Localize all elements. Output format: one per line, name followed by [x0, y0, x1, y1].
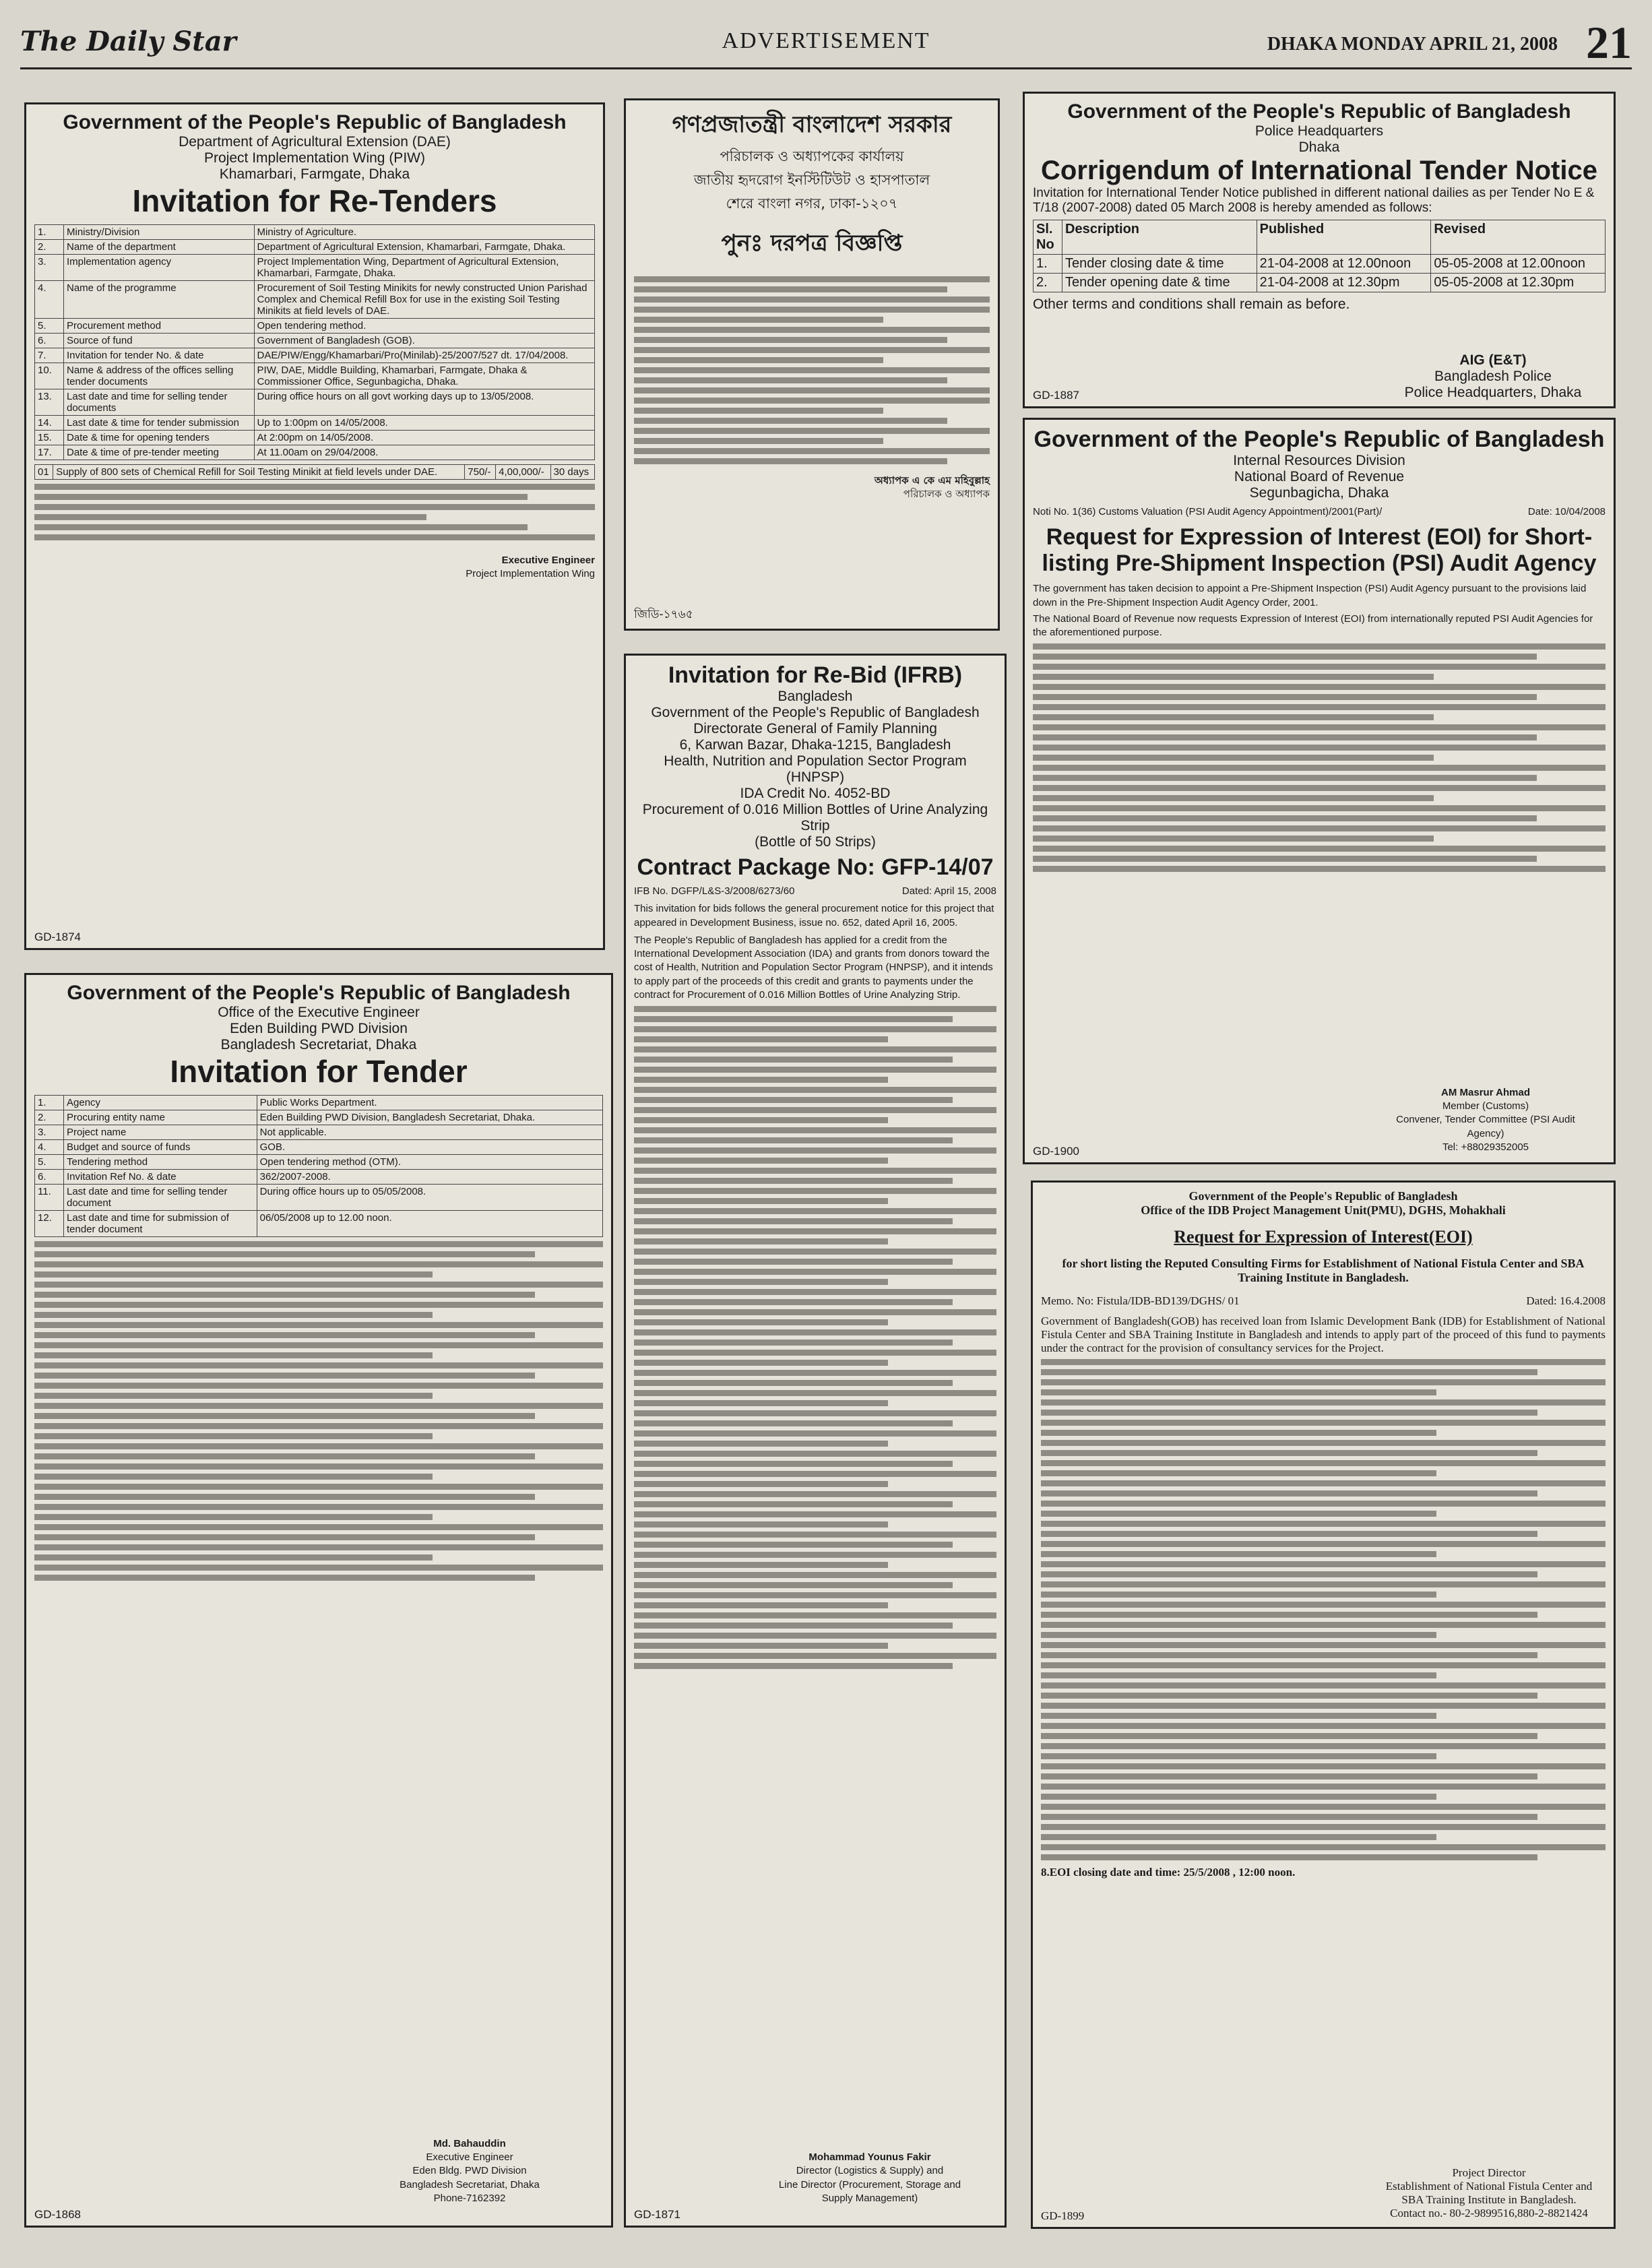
table-row [35, 348, 595, 363]
signatory: Executive Engineer [501, 555, 595, 566]
signatory: অধ্যাপক এ কে এম মহিবুল্লাহ [874, 474, 990, 486]
ad-office: পরিচালক ও অধ্যাপকের কার্যালয় [720, 148, 904, 164]
table-cell: Implementation agency [64, 255, 255, 281]
notification-date: Date: 10/04/2008 [1527, 506, 1606, 517]
table-row [35, 334, 595, 348]
ad-institute: জাতীয় হৃদরোগ ইনস্টিটিউট ও হাসপাতাল [693, 172, 930, 188]
table-row [35, 1110, 603, 1125]
table-cell: 2. [35, 1110, 64, 1125]
table-cell: 7. [35, 348, 64, 363]
corrigendum-table [1033, 220, 1606, 292]
table-cell: 750/- [465, 465, 496, 480]
table-cell: At 11.00am on 29/04/2008. [254, 445, 594, 460]
signatory-office: Police Headquarters, Dhaka [1404, 385, 1582, 400]
table-row [35, 1185, 603, 1211]
table-row [35, 319, 595, 334]
table-cell: 2. [1034, 274, 1062, 292]
table-cell: At 2:00pm on 14/05/2008. [254, 431, 594, 445]
table-cell: Name of the department [64, 240, 255, 255]
table-row [35, 445, 595, 460]
signatory-org: Bangladesh Police [1434, 369, 1552, 384]
ad-procurement: Procurement of 0.016 Million Bottles of Urine Analyzing Strip [642, 802, 988, 833]
table-header: Description [1062, 220, 1257, 255]
ad-title: Invitation for Re-Tenders [132, 183, 497, 218]
table-cell: Procuring entity name [64, 1110, 257, 1125]
signatory-project: Establishment of National Fistula Center and SBA Training Institute in Bangladesh. [1385, 2180, 1593, 2206]
table-cell: PIW, DAE, Middle Building, Khamarbari, Farmgate, Dhaka & Commissioner Office, Segunbagicha, Dhaka. [254, 363, 594, 389]
table-cell: 10. [35, 363, 64, 389]
contract-package: Contract Package No: GFP-14/07 [637, 854, 994, 880]
ad-intro: Invitation for International Tender Notice published in different national dailies as per Tender No E & T/18 (2007-2008) dated 05 March 2008 is hereby amended as follows: [1033, 186, 1595, 215]
table-cell: GOB. [257, 1140, 602, 1155]
table-cell: 30 days [550, 465, 594, 480]
table-cell: Tender closing date & time [1062, 255, 1257, 274]
table-cell: Source of fund [64, 334, 255, 348]
ad-title: Invitation for Re-Bid (IFRB) [668, 662, 963, 688]
table-row [35, 1155, 603, 1170]
ad-address: শেরে বাংলা নগর, ঢাকা-১২০৭ [726, 195, 898, 212]
table-row [35, 389, 595, 416]
table-cell: 362/2007-2008. [257, 1170, 602, 1185]
signatory-title-2: Line Director (Procurement, Storage and Supply Management) [778, 2178, 961, 2204]
table-row [35, 1140, 603, 1155]
table-cell: 15. [35, 431, 64, 445]
table-cell: 21-04-2008 at 12.00noon [1257, 255, 1431, 274]
ad-hq: Police Headquarters [1254, 123, 1384, 139]
table-cell: Project Implementation Wing, Department of Agricultural Extension, Khamarbari, Farmgate, Dhaka. [254, 255, 594, 281]
table-header: Revised [1431, 220, 1606, 255]
table-cell: Agency [64, 1096, 257, 1110]
table-row [35, 281, 595, 319]
table-row [35, 255, 595, 281]
table-row [35, 431, 595, 445]
table-cell: 2. [35, 240, 64, 255]
gd-number: GD-1899 [1041, 2209, 1085, 2222]
ad-address: Bangladesh Secretariat, Dhaka [220, 1037, 417, 1052]
table-cell: Date & time of pre-tender meeting [64, 445, 255, 460]
police-corrigendum-ad [1023, 92, 1616, 408]
ifb-date: Dated: April 15, 2008 [901, 885, 996, 897]
table-cell: Last date & time for tender submission [64, 416, 255, 431]
paragraph: This invitation for bids follows the general procurement notice for this project that appeared in Development Business, issue no. 652, dated April 16, 2005. [634, 903, 994, 928]
table-cell: 11. [35, 1185, 64, 1211]
table-cell: Government of Bangladesh (GOB). [254, 334, 594, 348]
table-cell: Eden Building PWD Division, Bangladesh Secretariat, Dhaka. [257, 1110, 602, 1125]
table-cell: 12. [35, 1211, 64, 1237]
table-cell: 6. [35, 1170, 64, 1185]
paragraph: The government has taken decision to appoint a Pre-Shipment Inspection (PSI) Audit Agency pursuant to the provisions laid down in the Pre-Shipment Inspection Audit Agency Order, 2001. [1033, 583, 1587, 608]
table-cell: Last date and time for submission of tender document [64, 1211, 257, 1237]
table-cell: 3. [35, 1125, 64, 1140]
ad-city: Dhaka [1298, 139, 1340, 155]
table-row [35, 1170, 603, 1185]
ad-purpose: for short listing the Reputed Consulting Firms for Establishment of National Fistula Center and SBA Training Institute in Bangladesh. [1062, 1257, 1585, 1284]
table-row [35, 1096, 603, 1110]
ad-title: Request for Expression of Interest(EOI) [1174, 1227, 1473, 1247]
gd-number: GD-1871 [634, 2208, 680, 2221]
ad-gov-heading: Government of the People's Republic of Bangladesh [1188, 1189, 1458, 1203]
table-cell: Last date and time for selling tender document [64, 1185, 257, 1211]
table-cell: 1. [35, 1096, 64, 1110]
ifb-number: IFB No. DGFP/L&S-3/2008/6273/60 [634, 885, 795, 897]
table-row [35, 416, 595, 431]
ad-gov: Government of the People's Republic of Bangladesh [651, 705, 980, 720]
table-cell: Date & time for opening tenders [64, 431, 255, 445]
table-cell: Tendering method [64, 1155, 257, 1170]
table-cell: 17. [35, 445, 64, 460]
page-number: 21 [1586, 17, 1632, 68]
ad-country: Bangladesh [777, 689, 853, 704]
table-cell: Invitation for tender No. & date [64, 348, 255, 363]
ad-division: Internal Resources Division [1233, 453, 1405, 468]
table-cell: DAE/PIW/Engg/Khamarbari/Pro(Minilab)-25/2007/527 dt. 17/04/2008. [254, 348, 594, 363]
signatory-title: Executive Engineer [426, 2151, 513, 2163]
table-cell: Last date and time for selling tender documents [64, 389, 255, 416]
memo-date: Dated: 16.4.2008 [1526, 1294, 1606, 1307]
ad-board: National Board of Revenue [1234, 469, 1405, 484]
ad-gov-heading: Government of the People's Republic of Bangladesh [1034, 427, 1605, 452]
signatory: AIG (E&T) [1459, 352, 1527, 368]
table-cell: Ministry/Division [64, 225, 255, 240]
table-cell: Supply of 800 sets of Chemical Refill for Soil Testing Minikit at field levels under DAE. [53, 465, 465, 480]
signatory-title: Member (Customs) [1442, 1100, 1529, 1112]
table-cell: Not applicable. [257, 1125, 602, 1140]
signatory: AM Masrur Ahmad [1441, 1086, 1530, 1098]
gd-number: GD-1887 [1033, 389, 1079, 402]
table-row [35, 363, 595, 389]
table-cell: 14. [35, 416, 64, 431]
table-cell: Ministry of Agriculture. [254, 225, 594, 240]
ad-title: Request for Expression of Interest (EOI) for Short-listing Pre-Shipment Inspection (PSI) Audit Agency [1042, 524, 1597, 577]
table-cell: Department of Agricultural Extension, Khamarbari, Farmgate, Dhaka. [254, 240, 594, 255]
ad-foot: Other terms and conditions shall remain as before. [1033, 296, 1350, 312]
table-row [35, 240, 595, 255]
table-cell: 4. [35, 281, 64, 319]
signatory-contact: Contact no.- 80-2-9899516,880-2-8821424 [1390, 2207, 1588, 2219]
closing-date: 8.EOI closing date and time: 25/5/2008 , 12:00 noon. [1041, 1866, 1296, 1879]
signatory: Project Director [1452, 2166, 1526, 2179]
table-cell: Procurement method [64, 319, 255, 334]
table-row [1034, 255, 1606, 274]
table-cell: Open tendering method. [254, 319, 594, 334]
table-cell: During office hours on all govt working days up to 13/05/2008. [254, 389, 594, 416]
table-header: Sl. No [1034, 220, 1062, 255]
section-title: ADVERTISEMENT [722, 28, 930, 53]
ad-title: Corrigendum of International Tender Notice [1041, 156, 1597, 185]
signatory-phone: Phone-7162392 [433, 2192, 506, 2204]
signatory: Mohammad Younus Fakir [808, 2151, 931, 2163]
signatory-title: Director (Logistics & Supply) and [796, 2165, 944, 2177]
signatory-role: Convener, Tender Committee (PSI Audit Agency) [1396, 1114, 1575, 1139]
table-row [35, 1211, 603, 1237]
table-cell: 5. [35, 1155, 64, 1170]
table-cell: Up to 1:00pm on 14/05/2008. [254, 416, 594, 431]
ad-credit: IDA Credit No. 4052-BD [740, 786, 891, 801]
table-cell: 13. [35, 389, 64, 416]
notification-number: Noti No. 1(36) Customs Valuation (PSI Audit Agency Appointment)/2001(Part)/ [1033, 506, 1383, 517]
memo-number: Memo. No: Fistula/IDB-BD139/DGHS/ 01 [1041, 1294, 1240, 1307]
table-cell: During office hours up to 05/05/2008. [257, 1185, 602, 1211]
dae-item-table [34, 464, 595, 480]
signatory: Md. Bahauddin [433, 2137, 506, 2149]
idb-eoi-ad [1031, 1180, 1616, 2229]
ad-division: Eden Building PWD Division [230, 1021, 408, 1036]
table-cell: Name & address of the offices selling tender documents [64, 363, 255, 389]
ad-gov-heading: Government of the People's Republic of Bangladesh [1067, 100, 1571, 123]
table-cell: Open tendering method (OTM). [257, 1155, 602, 1170]
table-cell: 01 [35, 465, 53, 480]
table-cell: Procurement of Soil Testing Minikits for newly constructed Union Parishad Complex and Chemical Refill Box for use in the existing Soil Testing Minikits at field levels of DAE. [254, 281, 594, 319]
pwd-table [34, 1095, 603, 1237]
signatory-office: Project Implementation Wing [466, 568, 595, 580]
ad-office: Office of the IDB Project Management Unit(PMU), DGHS, Mohakhali [1141, 1203, 1506, 1217]
table-header: Published [1257, 220, 1431, 255]
ad-gov-heading: গণপ্রজাতন্ত্রী বাংলাদেশ সরকার [672, 111, 952, 138]
table-cell: 1. [35, 225, 64, 240]
gd-number: GD-1868 [34, 2208, 81, 2221]
table-cell: Tender opening date & time [1062, 274, 1257, 292]
paragraph: The National Board of Revenue now requests Expression of Interest (EOI) from internationally reputed PSI Audit Agencies for the aforementioned purpose. [1033, 612, 1593, 638]
gd-number: GD-1874 [34, 931, 81, 943]
ad-dept: Department of Agricultural Extension (DAE) [179, 134, 451, 150]
table-cell: Project name [64, 1125, 257, 1140]
gd-number: GD-1900 [1033, 1145, 1079, 1158]
ifrb-ad [624, 654, 1007, 2228]
table-row [1034, 274, 1606, 292]
pwd-tender-ad [24, 973, 613, 2228]
ad-directorate: Directorate General of Family Planning [693, 721, 937, 736]
paragraph: The People's Republic of Bangladesh has applied for a credit from the International Development Association (IDA) and grants from donors toward the cost of Health, Nutrition and Population Sector Program (HNPSP), and it intends to apply part of the proceeds of this credit and grants to payments under the contract for Procurement of 0.016 Million Bottles of Urine Analyzing Strip. [634, 934, 993, 1001]
table-cell: Invitation Ref No. & date [64, 1170, 257, 1185]
table-row [35, 1125, 603, 1140]
table-cell: 1. [1034, 255, 1062, 274]
signatory-office: Eden Bldg. PWD Division [412, 2165, 527, 2177]
ad-office: Office of the Executive Engineer [218, 1005, 420, 1020]
table-cell: 6. [35, 334, 64, 348]
ad-bottle: (Bottle of 50 Strips) [755, 834, 876, 850]
gd-number: জিডি-১৭৬৫ [634, 608, 693, 621]
signatory-title: পরিচালক ও অধ্যাপক [903, 488, 990, 501]
masthead [20, 17, 1632, 69]
ad-gov-heading: Government of the People's Republic of Bangladesh [63, 111, 567, 133]
table-row [35, 225, 595, 240]
table-cell: Budget and source of funds [64, 1140, 257, 1155]
dae-table [34, 224, 595, 460]
dateline: DHAKA MONDAY APRIL 21, 2008 [1267, 34, 1558, 55]
dae-tender-ad [24, 102, 605, 950]
table-cell: 3. [35, 255, 64, 281]
ad-address: Khamarbari, Farmgate, Dhaka [219, 166, 410, 182]
table-cell: 5. [35, 319, 64, 334]
table-cell: Name of the programme [64, 281, 255, 319]
bangla-retender-ad [624, 98, 1000, 631]
ad-program: Health, Nutrition and Population Sector Program (HNPSP) [664, 753, 967, 785]
table-cell: 05-05-2008 at 12.00noon [1431, 255, 1606, 274]
ad-title: পুনঃ দরপত্র বিজ্ঞপ্তি [721, 230, 903, 257]
newspaper-logo: The Daily Star [20, 26, 236, 57]
table-cell: 05-05-2008 at 12.30pm [1431, 274, 1606, 292]
signatory-phone: Tel: +88029352005 [1442, 1141, 1529, 1153]
table-cell: 21-04-2008 at 12.30pm [1257, 274, 1431, 292]
nbr-eoi-ad [1023, 418, 1616, 1164]
paragraph: Government of Bangladesh(GOB) has received loan from Islamic Development Bank (IDB) for Establishment of National Fistula Center and SBA Training Institute in Bangladesh and intends to apply part of the proceed of this fund to payments under the contract for the provision of consultancy services for the Project. [1041, 1315, 1606, 1354]
table-cell: 4,00,000/- [496, 465, 550, 480]
ad-gov-heading: Government of the People's Republic of Bangladesh [67, 982, 571, 1004]
table-cell: Public Works Department. [257, 1096, 602, 1110]
ad-address: 6, Karwan Bazar, Dhaka-1215, Bangladesh [679, 737, 951, 753]
table-cell: 06/05/2008 up to 12.00 noon. [257, 1211, 602, 1237]
ad-title: Invitation for Tender [170, 1054, 468, 1089]
signatory-address: Bangladesh Secretariat, Dhaka [400, 2178, 540, 2191]
ad-address: Segunbagicha, Dhaka [1249, 485, 1389, 501]
table-cell: 4. [35, 1140, 64, 1155]
ad-wing: Project Implementation Wing (PIW) [204, 150, 425, 166]
